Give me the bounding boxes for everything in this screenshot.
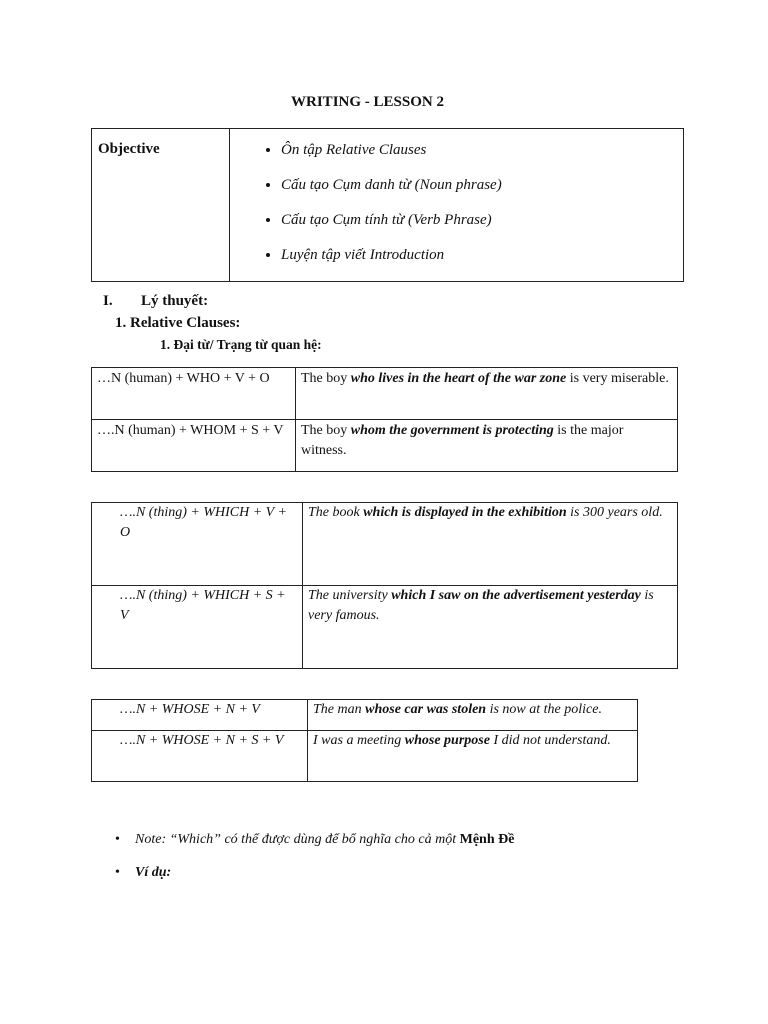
section-title: Lý thuyết:	[141, 293, 209, 309]
table-row	[92, 700, 638, 731]
objective-label: Objective	[92, 129, 230, 282]
objective-item: • Ôn tập Relative Clauses	[281, 140, 682, 175]
pattern-cell: ….N (human) + WHOM + S + V	[92, 420, 296, 472]
table-row	[92, 503, 678, 586]
relative-whose-table	[91, 699, 638, 782]
objective-list-cell	[230, 129, 684, 282]
table-row	[92, 731, 638, 782]
example-cell: The man whose car was stolen is now at the police.	[308, 700, 638, 731]
objective-item: • Cấu tạo Cụm tính từ (Verb Phrase)	[281, 210, 682, 245]
section-number: I.	[103, 293, 113, 309]
example-cell: The boy who lives in the heart of the war zone is very miserable.	[296, 368, 678, 420]
relative-who-whom-table	[91, 367, 678, 472]
subsection-heading-relative-clauses: 1. Relative Clauses:	[115, 315, 241, 331]
objective-item: • Luyện tập viết Introduction	[281, 245, 682, 280]
example-cell: I was a meeting whose purpose I did not understand.	[308, 731, 638, 782]
example-cell: The book which is displayed in the exhibition is 300 years old.	[303, 503, 678, 586]
relative-which-table	[91, 502, 678, 669]
section-heading-theory	[103, 293, 208, 310]
table-row	[92, 368, 678, 420]
table-row	[92, 586, 678, 669]
pattern-cell: ….N (thing) + WHICH + S + V	[92, 586, 303, 669]
pattern-cell: ….N + WHOSE + N + S + V	[92, 731, 308, 782]
pattern-cell: ….N + WHOSE + N + V	[92, 700, 308, 731]
objective-item: • Cấu tạo Cụm danh từ (Noun phrase)	[281, 175, 682, 210]
pattern-cell: …N (human) + WHO + V + O	[92, 368, 296, 420]
subsubsection-heading-relative-pronouns: 1. Đại từ/ Trạng từ quan hệ:	[160, 337, 322, 352]
page-title: WRITING - LESSON 2	[291, 94, 444, 110]
note-bullet	[115, 832, 514, 848]
bullet-icon: •	[115, 865, 120, 880]
example-cell: The university which I saw on the advertisement yesterday is very famous.	[303, 586, 678, 669]
example-label: Ví dụ:	[135, 865, 172, 880]
note-bold: Mệnh Đề	[459, 832, 515, 847]
objective-list	[231, 140, 682, 280]
table-row	[92, 420, 678, 472]
objective-table	[91, 128, 684, 282]
note-text: Note: “Which” có thể được dùng để bổ nghĩa cho cả một	[135, 832, 460, 847]
example-cell: The boy whom the government is protecting is the major witness.	[296, 420, 678, 472]
bullet-icon: •	[115, 832, 120, 847]
pattern-cell: ….N (thing) + WHICH + V + O	[92, 503, 303, 586]
example-bullet	[115, 865, 171, 881]
